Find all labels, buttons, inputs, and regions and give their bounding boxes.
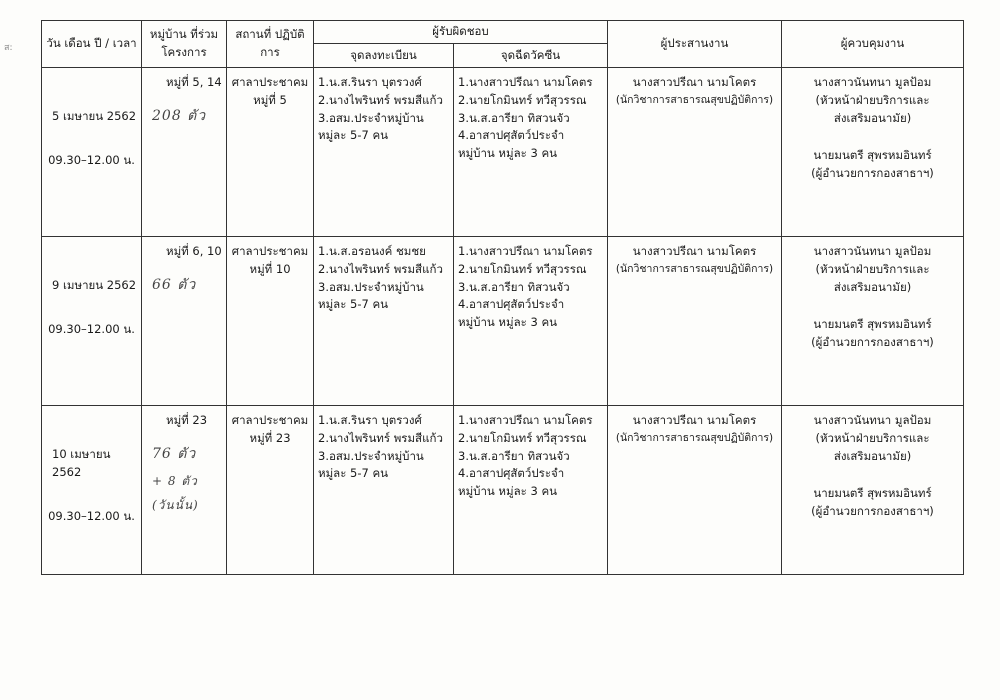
registration-cell (314, 68, 454, 237)
supervisor-line: ส่งเสริมอนามัย) (833, 279, 912, 294)
vaccination-line: 4.อาสาปศุสัตว์ประจำ (458, 128, 565, 143)
date-cell (42, 68, 142, 237)
coordinator-cell (608, 406, 782, 575)
supervisor-line: นางสาวนันทนา มูลป้อม (813, 413, 932, 427)
coordinator-name: นางสาวปรีณา นามโคตร (632, 244, 757, 258)
margin-mark: ส: (4, 43, 13, 53)
village-text: หมู่ที่ 5, 14 (166, 75, 222, 89)
registration-line: 1.น.ส.รินรา บุตรวงศ์ (318, 75, 422, 89)
registration-line: 1.น.ส.อรอนงค์ ชมชย (318, 244, 426, 258)
place-line: หมู่ที่ 5 (253, 92, 287, 107)
supervisor-line: (หัวหน้าฝ่ายบริการและ (815, 430, 930, 445)
village-cell (142, 68, 227, 237)
handwritten-note: (วันนั้น) (152, 498, 199, 513)
time-text: 09.30–12.00 น. (48, 152, 135, 167)
supervisor-line: (ผู้อำนวยการกองสาธาฯ) (811, 504, 934, 519)
supervisor-line: นายมนตรี สุพรหมอินทร์ (813, 486, 932, 501)
vaccination-line: 4.อาสาปศุสัตว์ประจำ (458, 466, 565, 481)
handwritten-note: 208 ตัว (152, 107, 207, 124)
registration-line: 3.อสม.ประจำหมู่บ้าน (318, 448, 424, 463)
time-text: 09.30–12.00 น. (48, 508, 135, 523)
coordinator-title: (นักวิชาการสาธารณสุขปฏิบัติการ) (615, 262, 774, 275)
handwritten-notes (146, 106, 222, 128)
place-line: หมู่ที่ 10 (249, 261, 291, 276)
vaccination-line: หมู่บ้าน หมู่ละ 3 คน (458, 146, 558, 161)
handwritten-notes (146, 444, 222, 515)
date-text: 5 เมษายน 2562 (52, 109, 137, 123)
coordinator-title: (นักวิชาการสาธารณสุขปฏิบัติการ) (615, 431, 774, 444)
place-line: ศาลาประชาคม (231, 413, 309, 427)
registration-line: 1.น.ส.รินรา บุตรวงศ์ (318, 413, 422, 427)
table-row (42, 68, 964, 237)
supervisor-line: (ผู้อำนวยการกองสาธาฯ) (811, 335, 934, 350)
vaccination-cell (454, 68, 608, 237)
supervisor-line: ส่งเสริมอนามัย) (833, 110, 912, 125)
supervisor-line: นายมนตรี สุพรหมอินทร์ (813, 148, 932, 163)
supervisor-line: นายมนตรี สุพรหมอินทร์ (813, 317, 932, 332)
place-line: หมู่ที่ 23 (249, 430, 291, 445)
header-registration: จุดลงทะเบียน (314, 44, 454, 68)
vaccination-line: หมู่บ้าน หมู่ละ 3 คน (458, 484, 558, 499)
coordinator-title: (นักวิชาการสาธารณสุขปฏิบัติการ) (615, 93, 774, 106)
place-line: ศาลาประชาคม (231, 244, 309, 258)
coordinator-cell (608, 68, 782, 237)
vaccination-line: 3.น.ส.อารียา ทิสวนจัว (458, 448, 570, 463)
date-text: 10 เมษายน 2562 (52, 447, 111, 479)
registration-line: 2.นางไพรินทร์ พรมสีแก้ว (318, 92, 443, 107)
header-place: สถานที่ ปฏิบัติการ (227, 21, 314, 68)
registration-cell (314, 237, 454, 406)
header-responsible: ผู้รับผิดชอบ (314, 21, 608, 44)
registration-line: 3.อสม.ประจำหมู่บ้าน (318, 110, 424, 125)
supervisor-cell (782, 237, 964, 406)
supervisor-line: (ผู้อำนวยการกองสาธาฯ) (811, 166, 934, 181)
header-date-time: วัน เดือน ปี / เวลา (42, 21, 142, 68)
date-cell (42, 406, 142, 575)
vaccination-line: 2.นายโกมินทร์ ทวีสุวรรณ (458, 430, 587, 445)
registration-line: 2.นางไพรินทร์ พรมสีแก้ว (318, 430, 443, 445)
coordinator-name: นางสาวปรีณา นามโคตร (632, 413, 757, 427)
handwritten-notes (146, 275, 222, 297)
supervisor-line: ส่งเสริมอนามัย) (833, 448, 912, 463)
vaccination-line: 3.น.ส.อารียา ทิสวนจัว (458, 279, 570, 294)
vaccination-line: 1.นางสาวปรีณา นามโคตร (458, 244, 593, 258)
place-cell (227, 68, 314, 237)
coordinator-cell (608, 237, 782, 406)
registration-line: หมู่ละ 5-7 คน (318, 466, 389, 481)
supervisor-cell (782, 406, 964, 575)
supervisor-line: นางสาวนันทนา มูลป้อม (813, 244, 932, 258)
table-row (42, 406, 964, 575)
schedule-table (41, 20, 964, 575)
place-cell (227, 406, 314, 575)
vaccination-line: 3.น.ส.อารียา ทิสวนจัว (458, 110, 570, 125)
header-vaccination: จุดฉีดวัคซีน (454, 44, 608, 68)
time-text: 09.30–12.00 น. (48, 321, 135, 336)
place-cell (227, 237, 314, 406)
coordinator-name: นางสาวปรีณา นามโคตร (632, 75, 757, 89)
registration-cell (314, 406, 454, 575)
registration-line: หมู่ละ 5-7 คน (318, 297, 389, 312)
date-text: 9 เมษายน 2562 (52, 278, 137, 292)
vaccination-line: 2.นายโกมินทร์ ทวีสุวรรณ (458, 92, 587, 107)
date-cell (42, 237, 142, 406)
handwritten-note: 66 ตัว (152, 276, 197, 293)
village-cell (142, 237, 227, 406)
header-supervisor: ผู้ควบคุมงาน (782, 21, 964, 68)
header-coordinator: ผู้ประสานงาน (608, 21, 782, 68)
vaccination-cell (454, 237, 608, 406)
handwritten-note: 76 ตัว (152, 445, 197, 462)
supervisor-cell (782, 68, 964, 237)
registration-line: 3.อสม.ประจำหมู่บ้าน (318, 279, 424, 294)
registration-line: หมู่ละ 5-7 คน (318, 128, 389, 143)
village-text: หมู่ที่ 23 (166, 413, 208, 427)
village-cell (142, 406, 227, 575)
supervisor-line: นางสาวนันทนา มูลป้อม (813, 75, 932, 89)
supervisor-line: (หัวหน้าฝ่ายบริการและ (815, 92, 930, 107)
registration-line: 2.นางไพรินทร์ พรมสีแก้ว (318, 261, 443, 276)
header-village: หมู่บ้าน ที่ร่วมโครงการ (142, 21, 227, 68)
header-row-1 (42, 21, 964, 44)
supervisor-line: (หัวหน้าฝ่ายบริการและ (815, 261, 930, 276)
place-line: ศาลาประชาคม (231, 75, 309, 89)
vaccination-line: หมู่บ้าน หมู่ละ 3 คน (458, 315, 558, 330)
vaccination-line: 4.อาสาปศุสัตว์ประจำ (458, 297, 565, 312)
village-text: หมู่ที่ 6, 10 (166, 244, 222, 258)
vaccination-cell (454, 406, 608, 575)
handwritten-note: + 8 ตัว (152, 473, 198, 488)
vaccination-line: 1.นางสาวปรีณา นามโคตร (458, 413, 593, 427)
table-row (42, 237, 964, 406)
vaccination-line: 1.นางสาวปรีณา นามโคตร (458, 75, 593, 89)
vaccination-line: 2.นายโกมินทร์ ทวีสุวรรณ (458, 261, 587, 276)
